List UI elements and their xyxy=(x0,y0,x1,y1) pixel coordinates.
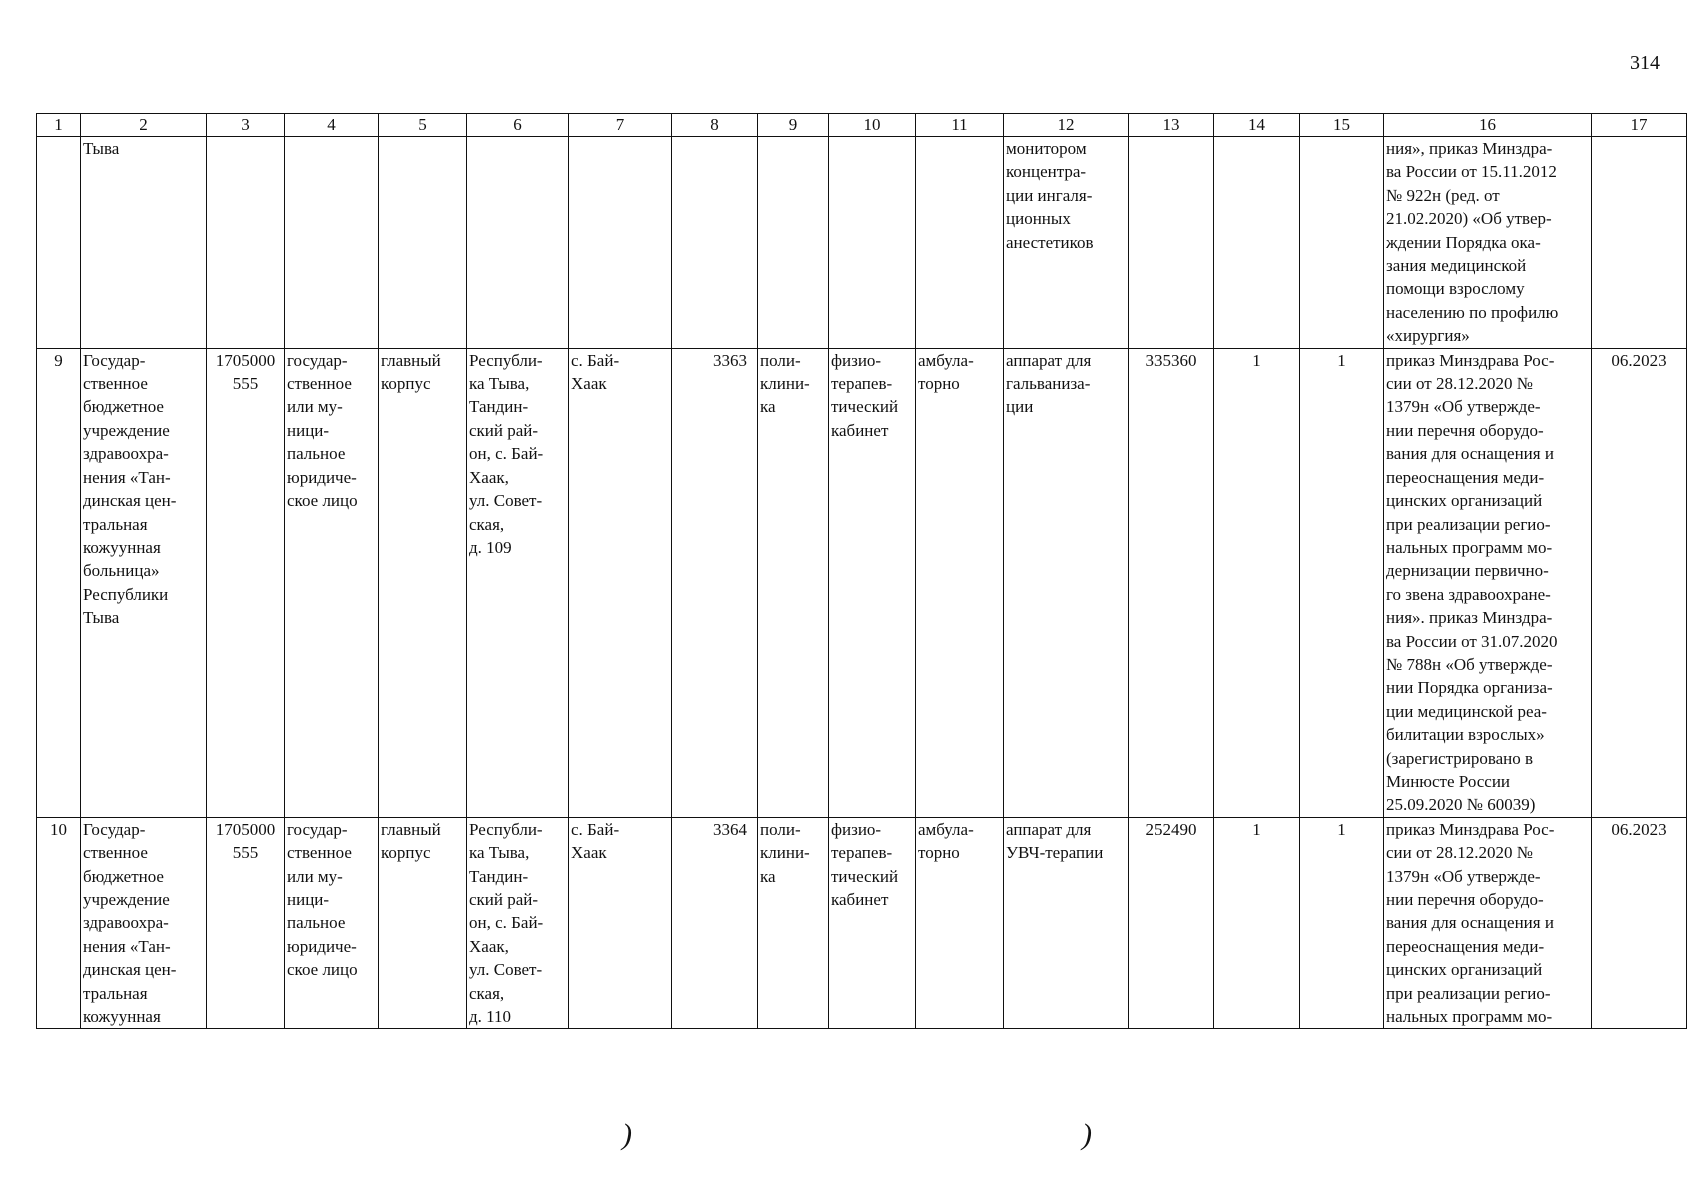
cell-line: Тыва xyxy=(83,608,120,628)
cell-line: аппарат для xyxy=(1006,819,1092,839)
table-cell-col-6 xyxy=(467,817,569,1029)
cell-line: учреждение xyxy=(83,420,170,440)
cell-line: дернизации первично- xyxy=(1386,561,1549,581)
cell-line: физио- xyxy=(831,350,882,370)
table-cell-col-7 xyxy=(569,817,672,1029)
cell-line: ственное xyxy=(287,843,352,863)
cell-line: нальных программ мо- xyxy=(1386,537,1553,557)
cell-line: ственное xyxy=(83,843,148,863)
cell-line: гальваниза- xyxy=(1006,374,1091,394)
table-cell-col-8 xyxy=(672,137,758,349)
cell-line: юридиче- xyxy=(287,936,357,956)
cell-line: кожуунная xyxy=(83,537,161,557)
cell-line: ния». приказ Минздра- xyxy=(1386,608,1553,628)
cell-line: или му- xyxy=(287,866,343,886)
cell-line: ва России от 15.11.2012 xyxy=(1386,162,1557,182)
table-cell-col-3 xyxy=(207,348,285,817)
column-header-3: 3 xyxy=(207,114,285,137)
cell-line: кабинет xyxy=(831,420,889,440)
table-cell-col-12 xyxy=(1004,348,1129,817)
table-cell-col-4 xyxy=(285,348,379,817)
cell-line: тический xyxy=(831,397,899,417)
cell-line: 25.09.2020 № 60039) xyxy=(1386,795,1536,815)
cell-line: 21.02.2020) «Об утвер- xyxy=(1386,209,1552,229)
cell-line: № 788н «Об утвержде- xyxy=(1386,654,1553,674)
column-header-9: 9 xyxy=(758,114,829,137)
cell-line: «хирургия» xyxy=(1386,326,1470,346)
cell-line: он, с. Бай- xyxy=(469,913,544,933)
table-cell-col-16 xyxy=(1384,348,1592,817)
cell-line: ул. Совет- xyxy=(469,491,543,511)
cell-line: д. 109 xyxy=(469,537,512,557)
header-row xyxy=(37,114,1687,137)
cell-line: переоснащения меди- xyxy=(1386,467,1545,487)
cell-line: Республи- xyxy=(469,350,543,370)
cell-line: ници- xyxy=(287,890,330,909)
cell-line: ка xyxy=(760,397,776,417)
cell-line: ственное xyxy=(287,374,352,394)
cell-line: ва России от 31.07.2020 xyxy=(1386,631,1558,651)
table-cell-col-16 xyxy=(1384,137,1592,349)
cell-line: приказ Минздрава Рос- xyxy=(1386,819,1555,839)
table-cell-col-5 xyxy=(379,348,467,817)
column-header-14: 14 xyxy=(1214,114,1300,137)
cell-line: населению по профилю xyxy=(1386,302,1559,322)
cell-line: нальных программ мо- xyxy=(1386,1007,1553,1027)
cell-line: Государ- xyxy=(83,350,146,370)
cell-line: Минюсте России xyxy=(1386,771,1511,791)
cell-line: Хаак, xyxy=(469,467,509,487)
cell-line: здравоохра- xyxy=(83,444,169,464)
table-cell-col-6 xyxy=(467,348,569,817)
column-header-10: 10 xyxy=(829,114,916,137)
cell-line: корпус xyxy=(381,374,431,394)
cell-line: ский рай- xyxy=(469,420,539,440)
table-cell-col-13: 335360 xyxy=(1129,348,1214,817)
table-row xyxy=(37,137,1687,349)
cell-line: 555 xyxy=(232,374,259,394)
cell-line: ское лицо xyxy=(287,491,358,511)
table-cell-col-3 xyxy=(207,817,285,1029)
table-cell-col-5 xyxy=(379,817,467,1029)
cell-line: государ- xyxy=(287,350,348,370)
cell-line: динская цен- xyxy=(83,960,177,980)
cell-line: клини- xyxy=(760,843,810,863)
cell-line: концентра- xyxy=(1006,162,1087,182)
cell-line: нения «Тан- xyxy=(83,936,171,956)
cell-line: он, с. Бай- xyxy=(469,444,544,464)
cell-line: д. 110 xyxy=(469,1007,512,1027)
table-cell-col-13: 252490 xyxy=(1129,817,1214,1029)
cell-line: анестетиков xyxy=(1006,232,1094,252)
cell-line: юридиче- xyxy=(287,467,357,487)
cell-line: Республики xyxy=(83,584,169,604)
cell-line: с. Бай- xyxy=(571,350,620,370)
table-cell-col-1: 10 xyxy=(37,817,81,1029)
table-cell-col-2 xyxy=(81,817,207,1029)
table-cell-col-14: 1 xyxy=(1214,817,1300,1029)
cell-line: нения «Тан- xyxy=(83,467,171,487)
handwritten-mark: ) xyxy=(622,1118,632,1151)
table-cell-col-10 xyxy=(829,137,916,349)
cell-line: 1705000 xyxy=(215,819,276,839)
cell-line: ская, xyxy=(469,514,505,534)
column-header-12: 12 xyxy=(1004,114,1129,137)
cell-line: бюджетное xyxy=(83,866,164,886)
column-header-11: 11 xyxy=(916,114,1004,137)
cell-line: нии перечня оборудо- xyxy=(1386,420,1544,440)
cell-line: амбула- xyxy=(918,819,974,839)
cell-line: бюджетное xyxy=(83,397,164,417)
cell-line: 1379н «Об утвержде- xyxy=(1386,866,1541,886)
table-cell-col-7 xyxy=(569,348,672,817)
cell-line: поли- xyxy=(760,350,801,370)
column-header-8: 8 xyxy=(672,114,758,137)
cell-line: ния», приказ Минздра- xyxy=(1386,139,1553,158)
table-cell-col-13 xyxy=(1129,137,1214,349)
column-header-13: 13 xyxy=(1129,114,1214,137)
cell-line: го звена здравоохране- xyxy=(1386,584,1551,604)
cell-line: аппарат для xyxy=(1006,350,1092,370)
cell-line: ции медицинской реа- xyxy=(1386,701,1547,721)
cell-line: 1379н «Об утвержде- xyxy=(1386,397,1541,417)
table-cell-col-6 xyxy=(467,137,569,349)
cell-line: пальное xyxy=(287,444,346,464)
table-cell-col-10 xyxy=(829,348,916,817)
cell-line: кожуунная xyxy=(83,1007,161,1027)
cell-line: нии Порядка организа- xyxy=(1386,678,1553,698)
cell-line: при реализации регио- xyxy=(1386,983,1551,1003)
page-number: 314 xyxy=(1630,52,1660,74)
cell-line: учреждение xyxy=(83,890,170,909)
cell-line: Хаак xyxy=(571,843,607,863)
cell-line: главный xyxy=(381,819,441,839)
column-header-6: 6 xyxy=(467,114,569,137)
cell-line: ская, xyxy=(469,983,505,1003)
table-cell-col-1: 9 xyxy=(37,348,81,817)
table-cell-col-3 xyxy=(207,137,285,349)
cell-line: амбула- xyxy=(918,350,974,370)
cell-line: физио- xyxy=(831,819,882,839)
table-cell-col-15: 1 xyxy=(1300,817,1384,1029)
cell-line: пальное xyxy=(287,913,346,933)
table-cell-col-15 xyxy=(1300,137,1384,349)
column-header-2: 2 xyxy=(81,114,207,137)
cell-line: вания для оснащения и xyxy=(1386,444,1554,464)
cell-line: кабинет xyxy=(831,890,889,909)
table-cell-col-9 xyxy=(758,137,829,349)
cell-line: зания медицинской xyxy=(1386,256,1527,276)
table-cell-col-17: 06.2023 xyxy=(1592,348,1687,817)
table-cell-col-9 xyxy=(758,817,829,1029)
cell-line: ции ингаля- xyxy=(1006,185,1093,205)
column-header-17: 17 xyxy=(1592,114,1687,137)
cell-line: переоснащения меди- xyxy=(1386,936,1545,956)
table-cell-col-11 xyxy=(916,817,1004,1029)
cell-line: нии перечня оборудо- xyxy=(1386,890,1544,909)
column-header-4: 4 xyxy=(285,114,379,137)
table-cell-col-12 xyxy=(1004,137,1129,349)
cell-line: ка xyxy=(760,866,776,886)
cell-line: торно xyxy=(918,374,960,394)
table-cell-col-2 xyxy=(81,348,207,817)
cell-line: ции xyxy=(1006,397,1034,417)
table-cell-col-8: 3364 xyxy=(672,817,758,1029)
column-header-1: 1 xyxy=(37,114,81,137)
cell-line: сии от 28.12.2020 № xyxy=(1386,843,1533,863)
cell-line: билитации взрослых» xyxy=(1386,725,1545,745)
table-cell-col-11 xyxy=(916,137,1004,349)
cell-line: торно xyxy=(918,843,960,863)
cell-line: с. Бай- xyxy=(571,819,620,839)
cell-line: ул. Совет- xyxy=(469,960,543,980)
table-cell-col-4 xyxy=(285,817,379,1029)
table-cell-col-9 xyxy=(758,348,829,817)
table-cell-col-17 xyxy=(1592,137,1687,349)
cell-line: приказ Минздрава Рос- xyxy=(1386,350,1555,370)
table-cell-col-2 xyxy=(81,137,207,349)
table-cell-col-7 xyxy=(569,137,672,349)
cell-line: здравоохра- xyxy=(83,913,169,933)
cell-line: поли- xyxy=(760,819,801,839)
cell-line: ское лицо xyxy=(287,960,358,980)
cell-line: Тандин- xyxy=(469,866,529,886)
table-cell-col-10 xyxy=(829,817,916,1029)
column-header-5: 5 xyxy=(379,114,467,137)
cell-line: цинских организаций xyxy=(1386,960,1543,980)
cell-line: вания для оснащения и xyxy=(1386,913,1554,933)
cell-line: Государ- xyxy=(83,819,146,839)
cell-line: при реализации регио- xyxy=(1386,514,1551,534)
cell-line: динская цен- xyxy=(83,491,177,511)
cell-line: тральная xyxy=(83,514,148,534)
table-cell-col-11 xyxy=(916,348,1004,817)
cell-line: УВЧ-терапии xyxy=(1006,843,1104,863)
cell-line: сии от 28.12.2020 № xyxy=(1386,374,1533,394)
cell-line: ственное xyxy=(83,374,148,394)
cell-line: 1705000 xyxy=(215,350,276,370)
cell-line: тический xyxy=(831,866,899,886)
cell-line: ка Тыва, xyxy=(469,374,530,394)
cell-line: монитором xyxy=(1006,139,1087,158)
table-cell-col-4 xyxy=(285,137,379,349)
table-cell-col-14 xyxy=(1214,137,1300,349)
table-row xyxy=(37,817,1687,1029)
cell-line: ка Тыва, xyxy=(469,843,530,863)
cell-line: терапев- xyxy=(831,374,893,394)
cell-line: Тандин- xyxy=(469,397,529,417)
table-cell-col-5 xyxy=(379,137,467,349)
table-row xyxy=(37,348,1687,817)
cell-line: (зарегистрировано в xyxy=(1386,748,1534,768)
cell-line: Тыва xyxy=(83,139,120,158)
cell-line: помощи взрослому xyxy=(1386,279,1525,299)
cell-line: государ- xyxy=(287,819,348,839)
cell-line: ници- xyxy=(287,420,330,440)
cell-line: 555 xyxy=(232,843,259,863)
cell-line: Республи- xyxy=(469,819,543,839)
cell-line: цинских организаций xyxy=(1386,491,1543,511)
cell-line: тральная xyxy=(83,983,148,1003)
handwritten-mark: ) xyxy=(1082,1118,1092,1151)
table-cell-col-12 xyxy=(1004,817,1129,1029)
cell-line: ционных xyxy=(1006,209,1071,229)
column-header-7: 7 xyxy=(569,114,672,137)
cell-line: Хаак xyxy=(571,374,607,394)
cell-line: ский рай- xyxy=(469,890,539,909)
table-cell-col-14: 1 xyxy=(1214,348,1300,817)
cell-line: Хаак, xyxy=(469,936,509,956)
table-cell-col-16 xyxy=(1384,817,1592,1029)
column-header-15: 15 xyxy=(1300,114,1384,137)
table-cell-col-1 xyxy=(37,137,81,349)
table-cell-col-15: 1 xyxy=(1300,348,1384,817)
table-cell-col-17: 06.2023 xyxy=(1592,817,1687,1029)
cell-line: терапев- xyxy=(831,843,893,863)
cell-line: или му- xyxy=(287,397,343,417)
cell-line: № 922н (ред. от xyxy=(1386,185,1500,205)
cell-line: корпус xyxy=(381,843,431,863)
cell-line: больница» xyxy=(83,561,160,581)
column-header-16: 16 xyxy=(1384,114,1592,137)
cell-line: клини- xyxy=(760,374,810,394)
equipment-table xyxy=(36,113,1687,1029)
cell-line: главный xyxy=(381,350,441,370)
table-cell-col-8: 3363 xyxy=(672,348,758,817)
cell-line: ждении Порядка ока- xyxy=(1386,232,1541,252)
